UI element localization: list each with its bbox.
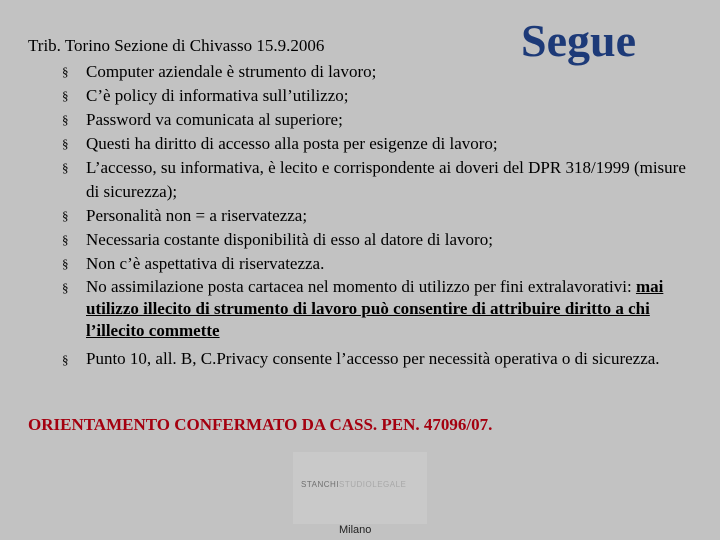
bullet-text: Necessaria costante disponibilità di esso al datore di lavoro; [86,230,493,249]
bullet-text: Personalità non = a riservatezza; [86,206,308,225]
list-item [62,276,702,342]
page-subtitle: Trib. Torino Sezione di Chivasso 15.9.2006 [28,36,325,55]
list-item [62,252,702,276]
list-item [62,156,702,204]
bullet-icon: § [62,64,69,79]
bullet-icon: § [62,136,69,151]
list-item [62,132,702,156]
footer-city: Milano [339,524,372,536]
logo-part-1: STANCHI [301,480,340,489]
bullet-text: C’è policy di informativa sull’utilizzo; [86,86,349,105]
bullet-text: No assimilazione posta cartacea nel momento di utilizzo per fini extralavorativi: [86,277,636,296]
list-item [62,108,702,132]
bullet-text: Password va comunicata al superiore; [86,110,343,129]
bullet-text: Punto 10, all. B, C.Privacy consente l’accesso per necessità operativa o di sicurezza. [86,349,660,368]
list-item [62,60,702,84]
list-item [62,228,702,252]
emphasis-text: mai utilizzo illecito di strumento di lavoro può consentire di attribuire diritto a chi l’illecito commette [86,277,664,340]
bullet-text: L’accesso, su informativa, è lecito e corrispondente ai doveri del DPR 318/1999 (misure di sicurezza); [86,158,686,201]
list-item [62,84,702,108]
bullet-icon: § [62,232,69,247]
bullet-icon: § [62,256,69,271]
logo-part-2: STUDIOLEGALE [339,480,407,489]
page-title: Segue [521,15,636,66]
bullet-icon: § [62,352,69,367]
bullet-icon: § [62,112,69,127]
conclusion-text: ORIENTAMENTO CONFERMATO DA CASS. PEN. 47096/07. [28,415,493,434]
list-item [62,204,702,228]
bullet-text: Non c’è aspettativa di riservatezza. [86,254,325,273]
bullet-icon: § [62,208,69,223]
bullet-icon: § [62,160,69,175]
list-item [62,348,702,370]
bullet-text: Questi ha diritto di accesso alla posta per esigenze di lavoro; [86,134,498,153]
bullet-list [62,60,702,370]
bullet-icon: § [62,280,69,295]
studio-logo [301,480,406,489]
bullet-text: Computer aziendale è strumento di lavoro; [86,62,377,81]
bullet-icon: § [62,88,69,103]
